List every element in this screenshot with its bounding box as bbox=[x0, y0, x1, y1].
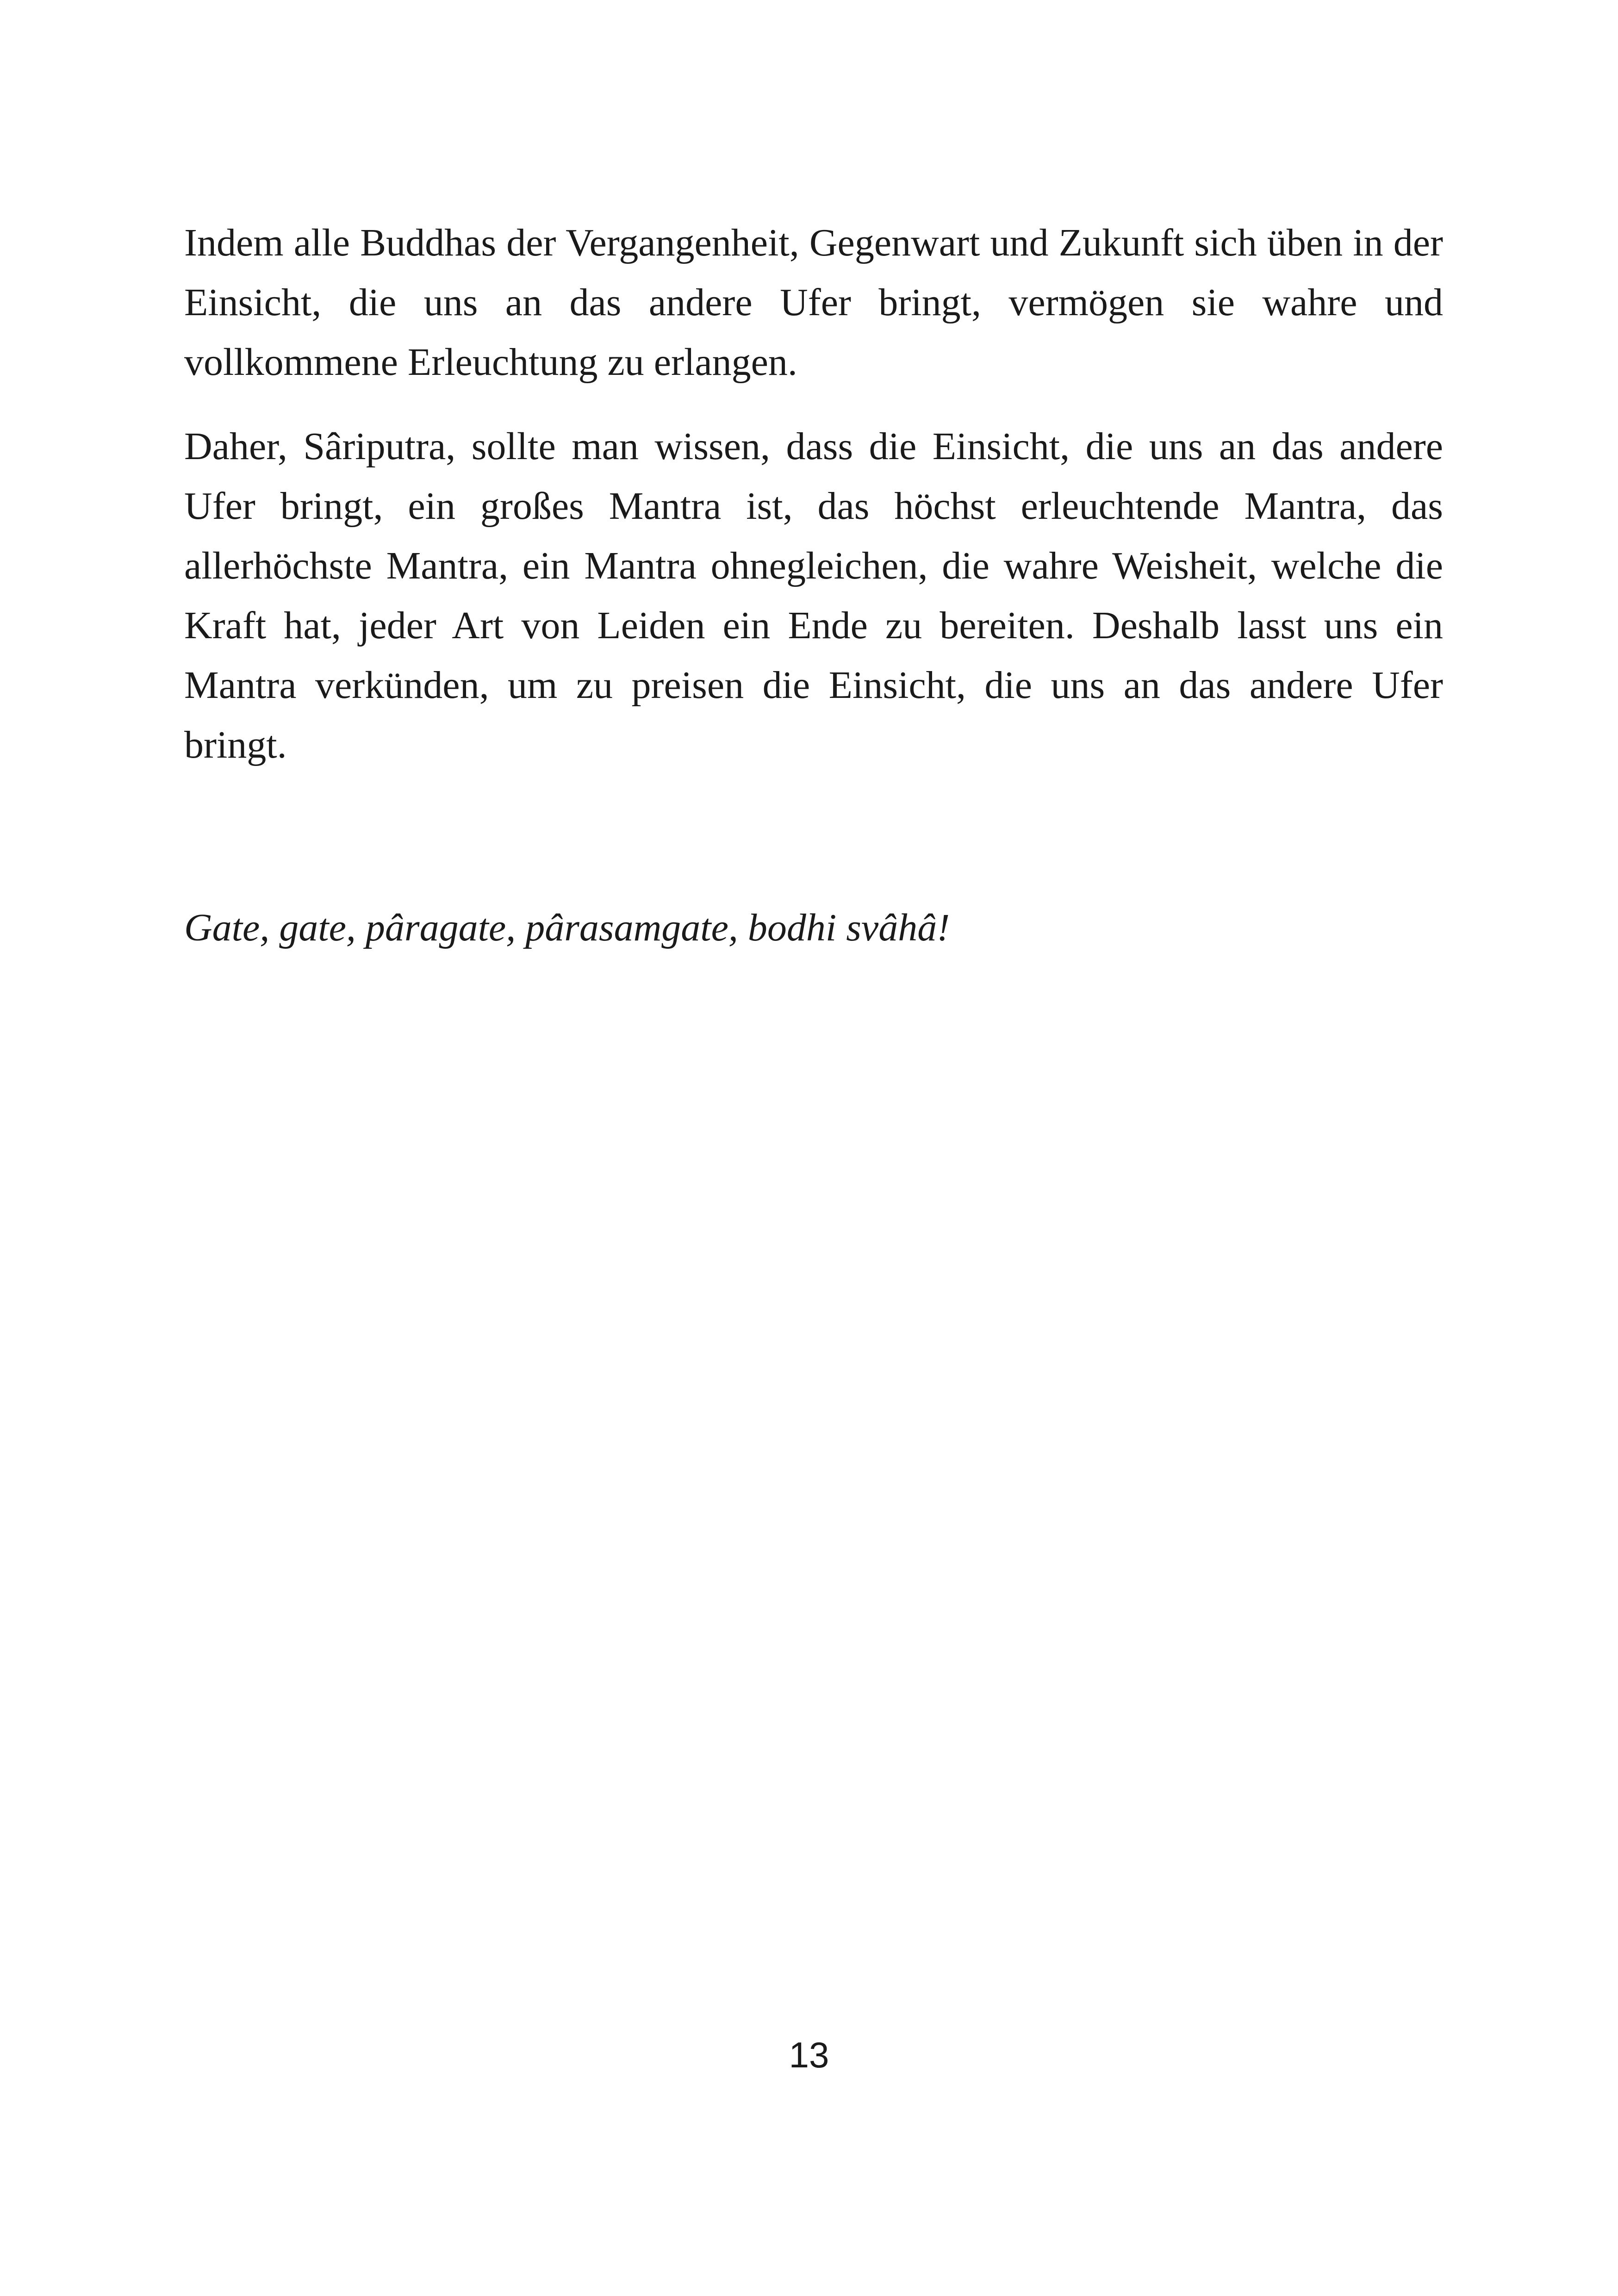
body-paragraph-2: Daher, Sâriputra, sollte man wissen, dass die Einsicht, die uns an das andere Ufer bringt, ein großes Mantra ist, das höchst erleuchtende Mantra, das allerhöchste Mantra, ein Mantra ohnegleichen, die wahre Weisheit, welche die Kraft hat, jeder Art von Leiden ein Ende zu bereiten. Deshalb lasst uns ein Mantra verkünden, um zu preisen die Einsicht, die uns an das andere Ufer bringt. bbox=[184, 425, 1443, 766]
page-number: 13 bbox=[789, 2035, 829, 2075]
body-paragraph-1: Indem alle Buddhas der Vergangenheit, Gegenwart und Zukunft sich üben in der Einsicht, die uns an das andere Ufer bringt, vermögen sie wahre und vollkommene Erleuchtung zu erlangen. bbox=[184, 221, 1443, 384]
mantra-line: Gate, gate, pâragate, pârasamgate, bodhi svâhâ! bbox=[184, 906, 950, 949]
